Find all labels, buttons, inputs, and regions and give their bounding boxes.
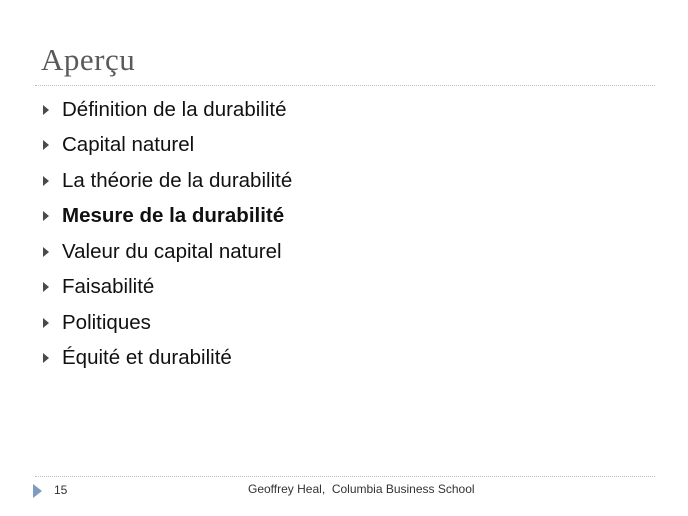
bullet-text: Capital naturel xyxy=(62,133,195,157)
bullet-triangle-icon xyxy=(43,282,49,292)
bullet-triangle-icon xyxy=(43,105,49,115)
bullet-text: La théorie de la durabilité xyxy=(62,168,293,192)
bullet-list xyxy=(41,92,292,376)
bullet-item xyxy=(41,305,292,341)
bullet-triangle-icon xyxy=(43,247,49,257)
bullet-text: Faisabilité xyxy=(62,275,155,299)
footer-text: Geoffrey Heal, Columbia Business School xyxy=(248,482,475,496)
slide-title: Aperçu xyxy=(41,42,136,77)
bullet-item-current xyxy=(41,199,292,235)
bullet-text: Politiques xyxy=(62,310,151,334)
bullet-item xyxy=(41,341,292,377)
bullet-triangle-icon xyxy=(43,140,49,150)
footer-divider xyxy=(35,476,655,477)
bullet-item xyxy=(41,234,292,270)
bullet-text: Mesure de la durabilité xyxy=(62,204,285,228)
slide-number: 15 xyxy=(54,483,68,497)
bullet-text: Définition de la durabilité xyxy=(62,97,287,121)
bullet-triangle-icon xyxy=(43,211,49,221)
footer-triangle-icon xyxy=(33,484,42,498)
bullet-triangle-icon xyxy=(43,318,49,328)
title-divider xyxy=(35,85,655,86)
bullet-text: Équité et durabilité xyxy=(62,346,232,370)
bullet-item xyxy=(41,163,292,199)
bullet-item xyxy=(41,92,292,128)
bullet-text: Valeur du capital naturel xyxy=(62,239,282,263)
bullet-item xyxy=(41,128,292,164)
bullet-triangle-icon xyxy=(43,176,49,186)
bullet-item xyxy=(41,270,292,306)
bullet-triangle-icon xyxy=(43,353,49,363)
